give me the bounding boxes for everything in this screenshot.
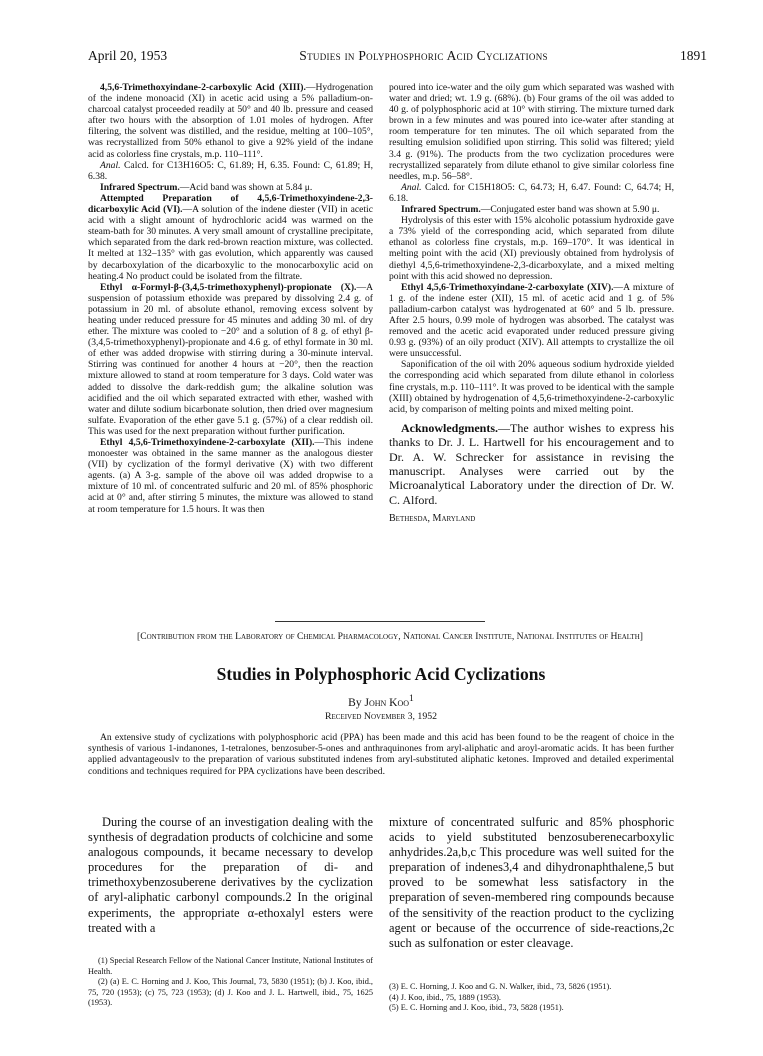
- header-page-number: 1891: [680, 48, 707, 63]
- footnote-4: (4) J. Koo, ibid., 75, 1889 (1953).: [389, 992, 501, 1002]
- paragraph: [389, 282, 674, 360]
- analysis-values: Calcd. for C13H16O5: C, 61.89; H, 6.35. Found: C, 61.89; H, 6.38.: [88, 159, 373, 182]
- abstract: An extensive study of cyclizations with polyphosphoric acid (PPA) has been made and this acid has been found to be the reagent of choice in the synthesis of various 1-indanones, 1-tetralones, benzosuber-5-ones and anthraquinones from aryl-aliphatic and aroyl-aromatic acids. It has been further applied advantageouslv to the preparation of various substituted indenes from aryl-substituted aliphatic ketones. Improved and detailed experimental conditions and techniques required for PPA cyclizations have been described.: [88, 732, 674, 777]
- footnote-1: (1) Special Research Fellow of the National Cancer Institute, National Institutes of Health.: [88, 956, 373, 976]
- paragraph: [88, 182, 373, 193]
- header-running-title: Studies in Polyphosphoric Acid Cyclizations: [299, 48, 548, 63]
- article-title: Studies in Polyphosphoric Acid Cyclizations: [216, 664, 546, 684]
- paragraph-body: —This indene monoester was obtained in the same manner as the analogous diester (VII) by cyclization of the formyl derivative (X) with two different agents. (a) A 3-g. sample of the above oil was added dropwise to a mixture of 10 ml. of concentrated sulfuric and 20 ml. of 85% phosphoric acid at 0° and, after stirring 5 minutes, the mixture was allowed to stand at room temperature for 1.5 hours. It was then: [88, 437, 374, 515]
- received-date: Received November 3, 1952: [324, 711, 438, 722]
- spectrum-heading: Infrared Spectrum.: [100, 181, 180, 193]
- running-header: [88, 48, 707, 66]
- compound-heading: 4,5,6-Trimethoxyindane-2-carboxylic Acid (XIII).: [100, 82, 306, 93]
- acknowledgments-body: —The author wishes to express his thanks to Dr. J. L. Hartwell for his encouragement and to Dr. A. W. Schrecker for assistance in revising the manuscript. Analyses were carried out by the Microanalytical Laboratory under the direction of Dr. W. C. Alford.: [389, 420, 674, 507]
- footnotes-right: [389, 982, 674, 1014]
- paragraph: poured into ice-water and the oily gum which separated was washed with water and dried; wt. 1.9 g. (68%). (b) Four grams of the oil was added to 40 g. of polyphosphoric acid at 10° with stirring. The mixture turned dark brown in a few minutes and was poured into ice-water after standing at room temperature for ten minutes. The oil which separated from the resulting emulsion solidified upon stirring. This solid was filtered; yield 3.4 g. (91%). The products from the two cyclization procedures were recrystallized separately from dilute ethanol to give similar colorless fine needles, m.p. 56–58°.: [389, 82, 674, 182]
- analysis-label: Anal.: [100, 159, 121, 171]
- experimental-column-left: [88, 82, 373, 602]
- paragraph: [389, 204, 674, 215]
- byline: [88, 693, 674, 709]
- intro-paragraph-continued: mixture of concentrated sulfuric and 85% phosphoric acids to yield substituted benzosuberenecarboxylic anhydrides.2a,b,c This procedure was well suited for the preparation of indenes3,4 and dihydronaphthalene,5 but proved to be somewhat less satisfactory in the preparation of seven-membered ring compounds because of the sensitivity of the reaction product to the cyclizing agent or because of the occurrence of side-reactions,2c such as sulfonation or ester cleavage.: [389, 815, 674, 950]
- footnotes-left: [88, 956, 373, 1009]
- footnote-5: (5) E. C. Horning and J. Koo, ibid., 73, 5828 (1951).: [389, 1003, 564, 1013]
- spectrum-heading: Infrared Spectrum.: [401, 204, 481, 216]
- footnote-3: (3) E. C. Horning, J. Koo and G. N. Walker, ibid., 73, 5826 (1951).: [389, 982, 612, 991]
- paragraph: [88, 193, 373, 282]
- paragraph: Hydrolysis of this ester with 15% alcoholic potassium hydroxide gave a 73% yield of the corresponding acid, which separated from dilute ethanol as colorless fine crystals, m.p. 169–170°. It was identical in melting point with the acid (XI) previously obtained from hydrolysis of diethyl 4,5,6-trimethoxyindene-2,3-dicarboxylate, and a mixed melting point with this acid showed no depression.: [389, 215, 674, 282]
- contribution-line: [Contribution from the Laboratory of Chemical Pharmacology, National Cancer Institute, National Institutes of Health]: [137, 631, 643, 642]
- experimental-column-right: [389, 82, 674, 602]
- paragraph: [88, 282, 373, 437]
- paragraph-body: —Hydrogenation of the indene monoacid (XI) in acetic acid using a 5% palladium-on-charcoal catalyst proceeded readily at 50° and 40 lb. pressure and ceased after two hours with the absorption of 1.01 moles of hydrogen. After filtering, the solvent was distilled, and the residue, melting at 100–105°, was recrystallized from 50% ethanol to give a 92% yield of the indane acid as colorless fine crystals, m.p. 110–111°.: [88, 82, 373, 160]
- author-name: John Koo: [364, 696, 410, 709]
- author-footnote-mark: 1: [409, 693, 414, 704]
- intro-paragraph: During the course of an investigation dealing with the synthesis of degradation products of colchicine and some analogous compounds, it became necessary to develop procedures for the preparation of di- and trimethoxybenzosuberene derivatives by the cyclization of aryl-aliphatic carbonyl compounds.2 In the original experiments, the appropriate α-ethoxalyl esters were treated with a: [88, 815, 373, 935]
- compound-heading: Ethyl 4,5,6-Trimethoxyindene-2-carboxylate (XII).: [100, 437, 315, 448]
- location-signature: Bethesda, Maryland: [389, 513, 476, 525]
- analysis-label: Anal.: [401, 181, 422, 193]
- paragraph-body: —A mixture of 1 g. of the indene ester (XII), 15 ml. of acetic acid and 1 g. of 5% palladium-carbon catalyst was hydrogenated at 60° and 5 lb. pressure. After 2.5 hours, 0.99 mole of hydrogen was absorbed. The catalyst was removed and the acetic acid evaporated under reduced pressure giving 0.93 g. (93%) of an oily product (XIV). All attempts to crystallize the oil were unsuccessful.: [389, 281, 674, 360]
- paragraph-body: —A solution of the indene diester (VII) in acetic acid with a slight amount of hydrochloric acid4 was warmed on the steam-bath for 30 minutes. A very small amount of crystalline precipitate, which separated from the dark red-brown reaction mixture, was collected. It melted at 132–135° with gas evolution, which apparently was caused by decarboxylation of the dicarboxylic to the monocarboxylic acid on heating.4 No product could be isolated from the filtrate.: [88, 204, 373, 282]
- paragraph-body: —A suspension of potassium ethoxide was prepared by dissolving 2.4 g. of potassium in 20 ml. of absolute ethanol, removing excess solvent by heating under reduced pressure for 45 minutes and adding 30 ml. of dry ether. The mixture was cooled to −20° and a solution of 8 g. of ethyl β-(3,4,5-trimethoxyphenyl)-propionate and 4.6 g. of ethyl formate in 30 ml. of ether was added dropwise with stirring during a 30-minute interval. Stirring was continued for another 4 hours at −20°, then the reaction mixture allowed to stand at room temperature for 3 days. Cold water was added to dissolve the dark-reddish gum; the alkaline solution was acidified and the oil which separated extracted with ether, washed with water and dilute sodium bicarbonate solution, then dried over magnesium sulfate. Evaporation of the ether gave 5.1 g. (57%) of a clear reddish oil. This was used for the next preparation without further purification.: [88, 281, 373, 437]
- footnote-2: (2) (a) E. C. Horning and J. Koo, This Journal, 73, 5830 (1951); (b) J. Koo, ibid., 75, 720 (1953); (c) 75, 723 (1953); (d) J. Koo and J. L. Hartwell, ibid., 75, 1625 (1953).: [88, 977, 373, 1008]
- header-date: April 20, 1953: [88, 48, 168, 63]
- analysis-values: Calcd. for C15H18O5: C, 64.73; H, 6.47. Found: C, 64.74; H, 6.18.: [389, 181, 674, 204]
- analysis-line: [389, 182, 674, 204]
- compound-heading: Ethyl 4,5,6-Trimethoxyindane-2-carboxylate (XIV).: [401, 281, 614, 293]
- compound-heading: Attempted Preparation of 4,5,6-Trimethoxyindene-2,3-dicarboxylic Acid (VI).: [88, 192, 373, 216]
- main-text-right: [389, 815, 674, 955]
- acknowledgments: [389, 421, 674, 507]
- paragraph: [88, 437, 373, 515]
- section-divider: [275, 621, 485, 622]
- compound-heading: Ethyl α-Formyl-β-(3,4,5-trimethoxyphenyl)-propionate (X).: [100, 281, 357, 293]
- main-text-left: [88, 815, 373, 955]
- paragraph: Saponification of the oil with 20% aqueous sodium hydroxide yielded the corresponding acid which separated from dilute ethanol in colorless fine crystals, m.p. 110–111°. It was proved to be identical with the sample (XIII) obtained by hydrogenation of 4,5,6-trimethoxyindene-2-carboxylic acid, by comparison of melting points and mixed melting point.: [389, 359, 674, 415]
- paragraph: [88, 82, 373, 160]
- analysis-line: [88, 160, 373, 182]
- paragraph-body: —Conjugated ester band was shown at 5.90 μ.: [480, 204, 660, 216]
- acknowledgments-heading: Acknowledgments.: [401, 420, 499, 435]
- paragraph-body: —Acid band was shown at 5.84 μ.: [179, 181, 313, 193]
- byline-by: By: [348, 696, 362, 709]
